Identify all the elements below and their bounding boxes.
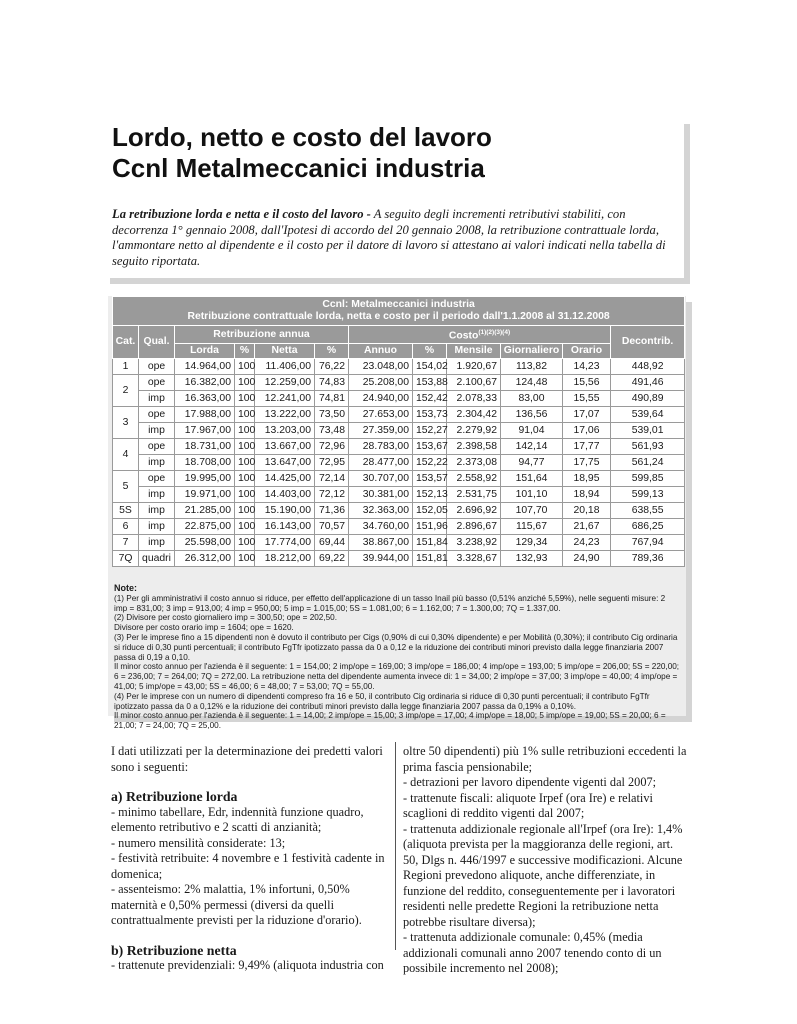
header-netta: Netta (255, 344, 315, 359)
body-left-column (111, 744, 395, 974)
table-notes (114, 584, 680, 731)
cell-decontrib: 491,46 (611, 375, 685, 391)
cell-mensile: 2.398,58 (447, 439, 501, 455)
table-row (113, 503, 685, 519)
cell-netta: 12.241,00 (255, 391, 315, 407)
cell-pct-lorda: 100 (235, 391, 255, 407)
note-4a: (4) Per le imprese con un numero di dipendenti compreso fra 16 e 50, il contributo Cig ordinaria si riduce di 0,30 punti percentuali; il contributo FgTfr ipotizzato passa da 0 a 0,12% e la riduzione dei contributi minori previsto dalla legge finanziaria 2007 passa da 0,19% a 0,10%. (114, 691, 650, 711)
cell-pct-costo: 152,05 (413, 503, 447, 519)
header-pct-lorda: % (235, 344, 255, 359)
cell-giornaliero: 142,14 (501, 439, 563, 455)
cell-mensile: 1.920,67 (447, 359, 501, 375)
intro-lead: La retribuzione lorda e netta e il costo del lavoro - (112, 207, 371, 221)
cell-netta: 13.203,00 (255, 423, 315, 439)
cell-cat: 5 (113, 471, 139, 503)
table-row (113, 455, 685, 471)
table-row (113, 487, 685, 503)
banner-line-2: Retribuzione contrattuale lorda, netta e costo per il periodo dall'1.1.2008 al 31.12.2008 (187, 311, 610, 322)
cell-mensile: 2.078,33 (447, 391, 501, 407)
cell-giornaliero: 94,77 (501, 455, 563, 471)
cell-pct-lorda: 100 (235, 423, 255, 439)
cell-mensile: 2.304,42 (447, 407, 501, 423)
cell-mensile: 2.373,08 (447, 455, 501, 471)
note-2b: Divisore per costo orario imp = 1604; ope = 1620. (114, 623, 294, 633)
cell-netta: 13.647,00 (255, 455, 315, 471)
cell-pct-lorda: 100 (235, 439, 255, 455)
cell-qual: imp (139, 503, 175, 519)
cell-cat: 3 (113, 407, 139, 439)
cell-lorda: 17.988,00 (175, 407, 235, 423)
salary-table-panel (108, 296, 686, 731)
cell-pct-netta: 72,96 (315, 439, 349, 455)
intro-paragraph (112, 207, 675, 269)
cell-orario: 14,23 (563, 359, 611, 375)
cell-annuo: 39.944,00 (349, 551, 413, 567)
data-intro: I dati utilizzati per la determinazione dei predetti valori sono i seguenti: (111, 744, 383, 774)
cell-annuo: 23.048,00 (349, 359, 413, 375)
cell-qual: ope (139, 471, 175, 487)
cell-pct-costo: 152,22 (413, 455, 447, 471)
cell-cat: 6 (113, 519, 139, 535)
cell-decontrib: 448,92 (611, 359, 685, 375)
cell-qual: imp (139, 519, 175, 535)
netta-item-5: - trattenuta addizionale comunale: 0,45% (media addizionali comunali anno 2007 tenendo conto di un possibile incremento nel 2008); (403, 930, 662, 975)
cell-giornaliero: 132,93 (501, 551, 563, 567)
cell-netta: 17.774,00 (255, 535, 315, 551)
cell-pct-lorda: 100 (235, 503, 255, 519)
notes-label: Note: (114, 583, 137, 593)
cell-netta: 14.403,00 (255, 487, 315, 503)
table-row (113, 519, 685, 535)
header-costo-label: Costo (448, 330, 479, 342)
cell-decontrib: 789,36 (611, 551, 685, 567)
cell-pct-costo: 154,02 (413, 359, 447, 375)
cell-pct-lorda: 100 (235, 407, 255, 423)
heading-retribuzione-netta: b) Retribuzione netta (111, 942, 237, 958)
cell-giornaliero: 113,82 (501, 359, 563, 375)
cell-annuo: 30.381,00 (349, 487, 413, 503)
cell-annuo: 34.760,00 (349, 519, 413, 535)
lorda-item-3: - festività retribuite: 4 novembre e 1 festività cadente in domenica; (111, 851, 385, 881)
cell-giornaliero: 136,56 (501, 407, 563, 423)
cell-lorda: 19.995,00 (175, 471, 235, 487)
note-4b: Il minor costo annuo per l'azienda è il seguente: 1 = 14,00; 2 imp/ope = 15,00; 3 imp/ope = 17,00; 4 imp/ope = 18,00; 5 imp/ope = 19,00; 5S = 20,00; 6 = 21,00; 7 = 24,00; 7Q = 25,00. (114, 711, 666, 731)
cell-giornaliero: 129,34 (501, 535, 563, 551)
header-orario: Orario (563, 344, 611, 359)
cell-lorda: 26.312,00 (175, 551, 235, 567)
cell-pct-lorda: 100 (235, 375, 255, 391)
cell-pct-netta: 69,22 (315, 551, 349, 567)
cell-giornaliero: 124,48 (501, 375, 563, 391)
cell-pct-costo: 153,88 (413, 375, 447, 391)
header-retribuzione-annua: Retribuzione annua (175, 326, 349, 344)
cell-pct-lorda: 100 (235, 455, 255, 471)
header-cat: Cat. (113, 326, 139, 359)
cell-giornaliero: 83,00 (501, 391, 563, 407)
cell-annuo: 30.707,00 (349, 471, 413, 487)
cell-pct-costo: 153,67 (413, 439, 447, 455)
header-costo (349, 326, 611, 344)
title-line-2: Ccnl Metalmeccanici industria (112, 153, 485, 183)
cell-cat: 5S (113, 503, 139, 519)
body-right-column (403, 744, 687, 977)
cell-qual: ope (139, 439, 175, 455)
cell-annuo: 24.940,00 (349, 391, 413, 407)
cell-qual: imp (139, 391, 175, 407)
cell-mensile: 3.238,92 (447, 535, 501, 551)
cell-orario: 21,67 (563, 519, 611, 535)
cell-lorda: 21.285,00 (175, 503, 235, 519)
table-row (113, 391, 685, 407)
cell-decontrib: 539,01 (611, 423, 685, 439)
cell-annuo: 25.208,00 (349, 375, 413, 391)
cell-giornaliero: 115,67 (501, 519, 563, 535)
cell-cat: 7 (113, 535, 139, 551)
title-line-1: Lordo, netto e costo del lavoro (112, 122, 492, 152)
cell-mensile: 2.100,67 (447, 375, 501, 391)
cell-pct-lorda: 100 (235, 535, 255, 551)
netta-item-3: - trattenute fiscali: aliquote Irpef (ora Ire) e relativi scaglioni di reddito vigenti dal 2007; (403, 790, 653, 820)
cell-annuo: 32.363,00 (349, 503, 413, 519)
table-body (113, 359, 685, 567)
cell-mensile: 2.696,92 (447, 503, 501, 519)
header-lorda: Lorda (175, 344, 235, 359)
cell-pct-netta: 70,57 (315, 519, 349, 535)
cell-netta: 12.259,00 (255, 375, 315, 391)
cell-pct-costo: 153,57 (413, 471, 447, 487)
header-qual: Qual. (139, 326, 175, 359)
cell-lorda: 25.598,00 (175, 535, 235, 551)
table-row (113, 407, 685, 423)
cell-qual: ope (139, 359, 175, 375)
cell-pct-netta: 73,48 (315, 423, 349, 439)
cell-qual: imp (139, 487, 175, 503)
cell-annuo: 27.359,00 (349, 423, 413, 439)
cell-pct-netta: 76,22 (315, 359, 349, 375)
cell-netta: 13.222,00 (255, 407, 315, 423)
cell-qual: imp (139, 455, 175, 471)
cell-netta: 11.406,00 (255, 359, 315, 375)
cell-netta: 13.667,00 (255, 439, 315, 455)
cell-mensile: 3.328,67 (447, 551, 501, 567)
header-pct-netta: % (315, 344, 349, 359)
note-1: (1) Per gli amministrativi il costo annuo si riduce, per effetto dell'applicazione di un tasso Inail più basso (0,51% anziché 5,59%), nelle seguenti misure: 2 imp = 831,00; 3 imp = 913,00; 4 imp = 950,00; 5 imp = 1.015,00; 5S = 1.081,00; 6 = 1.162,00; 7 = 1.300,00; 7Q = 1.337,00. (114, 593, 666, 613)
cell-giornaliero: 151,64 (501, 471, 563, 487)
table-row (113, 471, 685, 487)
cell-pct-lorda: 100 (235, 551, 255, 567)
header-costo-notes: (1)(2)(3)(4) (478, 329, 511, 336)
table-row (113, 535, 685, 551)
cell-mensile: 2.279,92 (447, 423, 501, 439)
cell-decontrib: 599,13 (611, 487, 685, 503)
cell-decontrib: 599,85 (611, 471, 685, 487)
note-3a: (3) Per le imprese fino a 15 dipendenti non è dovuto il contributo per Cigs (0,90% di cui 0,30% dipendente) e per Mobilità (0,30%); il contributo Cig ordinaria si riduce di 0,30 punti percentuali; il contributo FgTfr ipotizzato passa da 0 a 0,12 e la riduzione dei contributi minori previsto dalla legge finanziaria 2007 passa di 0,19 a 0,10. (114, 632, 678, 662)
note-2a: (2) Divisore per costo giornaliero imp = 300,50; ope = 202,50. (114, 613, 338, 623)
cell-netta: 14.425,00 (255, 471, 315, 487)
cell-orario: 15,56 (563, 375, 611, 391)
cell-orario: 24,90 (563, 551, 611, 567)
cell-qual: imp (139, 423, 175, 439)
cell-decontrib: 561,24 (611, 455, 685, 471)
cell-orario: 17,77 (563, 439, 611, 455)
cell-qual: ope (139, 407, 175, 423)
cell-pct-costo: 151,96 (413, 519, 447, 535)
header-giornaliero: Giornaliero (501, 344, 563, 359)
netta-item-2: - detrazioni per lavoro dipendente vigenti dal 2007; (403, 775, 657, 789)
heading-retribuzione-lorda: a) Retribuzione lorda (111, 789, 238, 804)
cell-orario: 17,07 (563, 407, 611, 423)
cell-orario: 18,94 (563, 487, 611, 503)
cell-pct-lorda: 100 (235, 359, 255, 375)
cell-pct-costo: 152,13 (413, 487, 447, 503)
cell-decontrib: 490,89 (611, 391, 685, 407)
cell-orario: 17,06 (563, 423, 611, 439)
cell-giornaliero: 101,10 (501, 487, 563, 503)
cell-pct-netta: 73,50 (315, 407, 349, 423)
header-mensile: Mensile (447, 344, 501, 359)
cell-pct-netta: 72,14 (315, 471, 349, 487)
note-3b: Il minor costo annuo per l'azienda è il seguente: 1 = 154,00; 2 imp/ope = 169,00; 3 imp/ope = 186,00; 4 imp/ope = 193,00; 5 imp/ope = 206,00; 5S = 220,00; 6 = 236,00; 7 = 264,00; 7Q = 272,00. La retribuzione netta del dipendente aumenta invece di: 1 = 34,00; 2 imp/ope = 37,00; 3 imp/ope = 40,00; 4 imp/ope = 41,00; 5 imp/ope = 43,00; 5S = 46,00; 6 = 48,00; 7 = 53,00; 7Q = 55,00. (114, 662, 680, 691)
cell-pct-costo: 152,27 (413, 423, 447, 439)
cell-netta: 18.212,00 (255, 551, 315, 567)
cell-netta: 16.143,00 (255, 519, 315, 535)
cell-pct-lorda: 100 (235, 471, 255, 487)
cell-mensile: 2.531,75 (447, 487, 501, 503)
cell-qual: quadri (139, 551, 175, 567)
cell-annuo: 28.477,00 (349, 455, 413, 471)
cell-lorda: 18.731,00 (175, 439, 235, 455)
cell-pct-costo: 152,42 (413, 391, 447, 407)
netta-item-1-continued: oltre 50 dipendenti) più 1% sulle retribuzioni eccedenti la prima fascia pensionabile; (403, 744, 687, 774)
cell-orario: 17,75 (563, 455, 611, 471)
cell-pct-costo: 151,84 (413, 535, 447, 551)
netta-item-1: - trattenute previdenziali: 9,49% (aliquota industria con (111, 958, 384, 972)
cell-lorda: 16.382,00 (175, 375, 235, 391)
cell-netta: 15.190,00 (255, 503, 315, 519)
cell-giornaliero: 91,04 (501, 423, 563, 439)
cell-pct-lorda: 100 (235, 487, 255, 503)
netta-item-4: - trattenuta addizionale regionale all'Irpef (ora Ire): 1,4% (aliquota prevista per la maggioranza delle regioni, art. 50, Dlgs n. 446/1997 e successive modificazioni. Alcune Regioni prevedono aliquote, anche differenziate, in funzione del reddito, conseguentemente per i lavoratori residenti nelle predette Regioni la retribuzione netta potrebbe risultare diversa); (403, 821, 683, 929)
cell-annuo: 38.867,00 (349, 535, 413, 551)
cell-cat: 7Q (113, 551, 139, 567)
cell-annuo: 28.783,00 (349, 439, 413, 455)
cell-cat: 1 (113, 359, 139, 375)
cell-pct-costo: 153,73 (413, 407, 447, 423)
intro-text: A seguito degli incrementi retributivi stabiliti, con decorrenza 1° gennaio 2008, dall'Ipotesi di accordo del 20 gennaio 2008, la retribuzione contrattuale lorda, l'ammontare netto al dipendente e il costo per il datore di lavoro si attestano ai valori indicati nella tabella di seguito riportata. (112, 207, 666, 268)
cell-lorda: 19.971,00 (175, 487, 235, 503)
cell-lorda: 16.363,00 (175, 391, 235, 407)
table-row (113, 439, 685, 455)
cell-pct-netta: 74,83 (315, 375, 349, 391)
column-divider (395, 742, 396, 950)
cell-pct-netta: 69,44 (315, 535, 349, 551)
lorda-item-4: - assenteismo: 2% malattia, 1% infortuni, 0,50% maternità e 0,50% permessi (diversi da quelli contrattualmente previsti per la riduzione d'orario). (111, 882, 362, 927)
table-row (113, 359, 685, 375)
cell-decontrib: 561,93 (611, 439, 685, 455)
cell-mensile: 2.896,67 (447, 519, 501, 535)
cell-decontrib: 686,25 (611, 519, 685, 535)
cell-orario: 20,18 (563, 503, 611, 519)
cell-lorda: 18.708,00 (175, 455, 235, 471)
cell-decontrib: 767,94 (611, 535, 685, 551)
cell-qual: ope (139, 375, 175, 391)
table-banner (113, 297, 685, 326)
cell-lorda: 22.875,00 (175, 519, 235, 535)
cell-lorda: 17.967,00 (175, 423, 235, 439)
lorda-item-2: - numero mensilità considerate: 13; (111, 835, 286, 850)
cell-decontrib: 539,64 (611, 407, 685, 423)
page-title (112, 122, 492, 184)
table-row (113, 423, 685, 439)
cell-pct-lorda: 100 (235, 519, 255, 535)
cell-orario: 18,95 (563, 471, 611, 487)
cell-orario: 15,55 (563, 391, 611, 407)
header-annuo: Annuo (349, 344, 413, 359)
table-row (113, 551, 685, 567)
cell-cat: 4 (113, 439, 139, 471)
cell-giornaliero: 107,70 (501, 503, 563, 519)
cell-annuo: 27.653,00 (349, 407, 413, 423)
cell-pct-netta: 72,95 (315, 455, 349, 471)
lorda-item-1: - minimo tabellare, Edr, indennità funzione quadro, elemento retributivo e 2 scatti di anzianità; (111, 804, 364, 834)
cell-pct-netta: 74,81 (315, 391, 349, 407)
salary-table (112, 296, 685, 567)
header-pct-costo: % (413, 344, 447, 359)
header-decontrib: Decontrib. (611, 326, 685, 359)
cell-cat: 2 (113, 375, 139, 407)
banner-line-1: Ccnl: Metalmeccanici industria (322, 299, 475, 310)
cell-pct-netta: 72,12 (315, 487, 349, 503)
cell-mensile: 2.558,92 (447, 471, 501, 487)
cell-pct-costo: 151,81 (413, 551, 447, 567)
table-row (113, 375, 685, 391)
cell-qual: imp (139, 535, 175, 551)
cell-orario: 24,23 (563, 535, 611, 551)
cell-decontrib: 638,55 (611, 503, 685, 519)
cell-pct-netta: 71,36 (315, 503, 349, 519)
cell-lorda: 14.964,00 (175, 359, 235, 375)
